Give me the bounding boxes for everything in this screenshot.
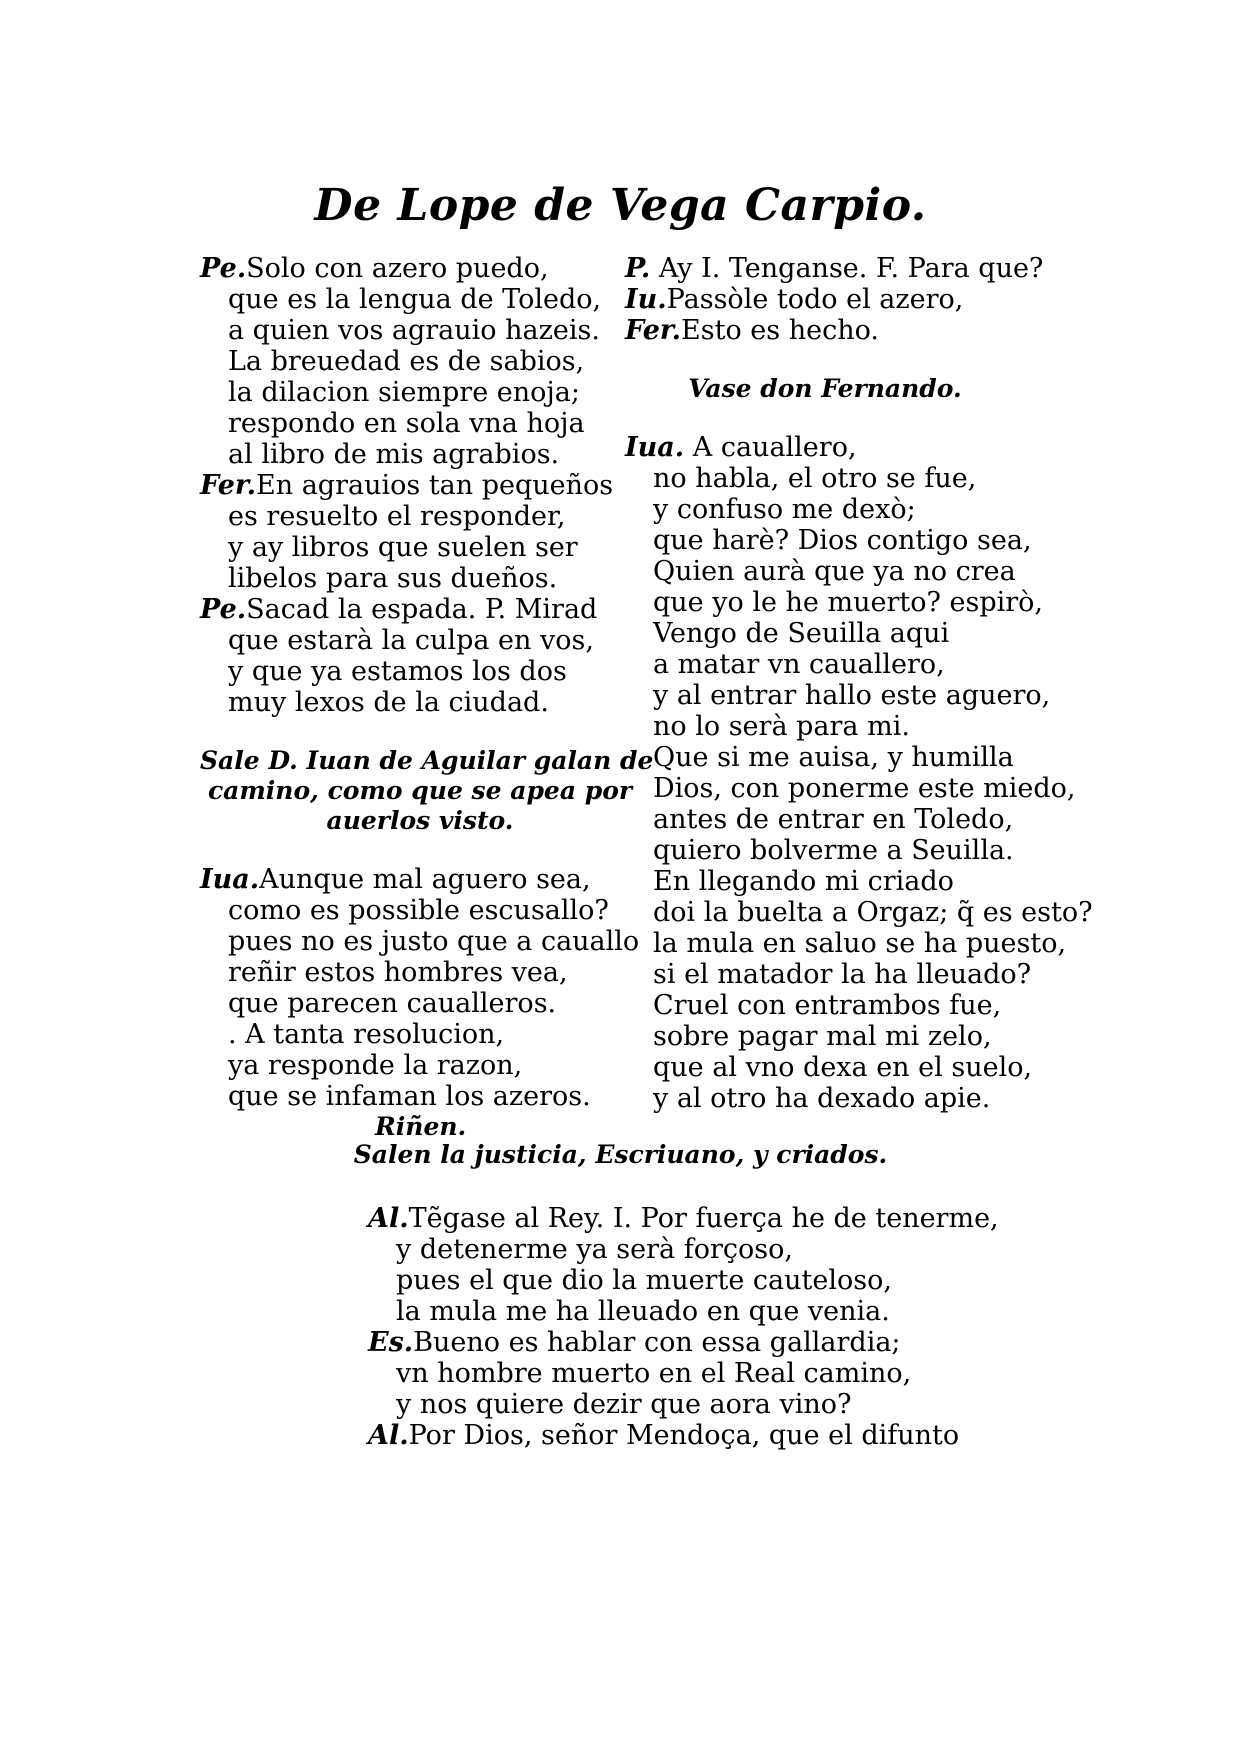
speaker-label: Iu. xyxy=(625,284,667,315)
verse-line xyxy=(200,594,640,625)
verse-text: respondo en sola vna hoja xyxy=(228,408,585,439)
verse-line xyxy=(200,470,640,501)
verse-text: la dilacion siempre enoja; xyxy=(228,377,580,408)
verse-line xyxy=(625,315,1025,346)
verse-text: al libro de mis agrabios. xyxy=(228,439,560,470)
verse-text: Por Dios, señor Mendoça, que el difunto xyxy=(408,1420,960,1451)
verse-line xyxy=(625,463,1025,494)
verse-text: quiero bolverme a Seuilla. xyxy=(653,835,1014,866)
verse-text: como es possible escusallo? xyxy=(228,895,609,926)
verse-line xyxy=(200,439,640,470)
verse-line xyxy=(368,1265,968,1296)
speaker-label: P. xyxy=(625,253,651,284)
verse-text: doi la buelta a Orgaz; q̃ es esto? xyxy=(653,897,1093,928)
verse-line xyxy=(625,959,1032,990)
verse-line xyxy=(625,525,1032,556)
verse-text: y confuso me dexò; xyxy=(653,494,916,525)
stage-direction: Salen la justicia, Escriuano, y criados. xyxy=(353,1140,888,1169)
verse-line xyxy=(200,1050,640,1081)
verse-line xyxy=(200,1019,640,1050)
verse-line xyxy=(625,1083,1025,1114)
speaker-label: Iua. xyxy=(200,864,260,895)
speaker-label: Pe. xyxy=(200,253,247,284)
speaker-label: Al. xyxy=(368,1420,409,1451)
verse-line xyxy=(200,988,640,1019)
verse-line xyxy=(625,866,1025,897)
speaker-label: Es. xyxy=(368,1327,414,1358)
verse-line xyxy=(625,990,1025,1021)
verse-text: sobre pagar mal mi zelo, xyxy=(653,1021,992,1052)
verse-line xyxy=(368,1358,968,1389)
verse-line xyxy=(200,656,640,687)
verse-text: que yo le he muerto? espirò, xyxy=(653,587,1044,618)
verse-text: ya responde la razon, xyxy=(228,1050,523,1081)
verse-line xyxy=(625,773,1076,804)
verse-text: y que ya estamos los dos xyxy=(228,656,567,687)
verse-text: Solo con azero puedo, xyxy=(246,253,549,284)
verse-line xyxy=(368,1420,968,1451)
verse-line xyxy=(625,587,1044,618)
verse-line xyxy=(625,556,1025,587)
verse-line xyxy=(200,563,640,594)
verse-text: reñir estos hombres vea, xyxy=(228,957,568,988)
verse-line xyxy=(625,1052,1033,1083)
bottom-verse-block xyxy=(368,1203,999,1451)
speaker-label: Iua. xyxy=(625,432,685,463)
verse-text: vn hombre muerto en el Real camino, xyxy=(396,1358,912,1389)
verse-line xyxy=(200,532,640,563)
verse-text: Tẽgase al Rey. I. Por fuerça he de tenerme, xyxy=(408,1203,999,1234)
verse-line xyxy=(625,835,1025,866)
verse-text: la mula en saluo se ha puesto, xyxy=(653,928,1067,959)
verse-text: y ay libros que suelen ser xyxy=(228,532,578,563)
left-column xyxy=(200,253,654,1142)
verse-text: . A tanta resolucion, xyxy=(228,1019,505,1050)
verse-text: que estarà la culpa en vos, xyxy=(228,625,594,656)
verse-text: y al otro ha dexado apie. xyxy=(653,1083,991,1114)
verse-text: En agrauios tan pequeños xyxy=(256,470,614,501)
verse-text: Que si me auisa, y humilla xyxy=(653,742,1014,773)
verse-text: Bueno es hablar con essa gallardia; xyxy=(413,1327,901,1358)
verse-text: Cruel con entrambos fue, xyxy=(653,990,1002,1021)
verse-text: Quien aurà que ya no crea xyxy=(653,556,1016,587)
verse-line xyxy=(625,494,1025,525)
verse-text: no habla, el otro se fue, xyxy=(653,463,977,494)
verse-line xyxy=(200,1081,640,1112)
verse-text: Dios, con ponerme este miedo, xyxy=(653,773,1076,804)
verse-line xyxy=(200,926,640,957)
verse-text: pues no es justo que a cauallo xyxy=(228,926,640,957)
verse-text: Vengo de Seuilla aqui xyxy=(653,618,950,649)
verse-text: La breuedad es de sabios, xyxy=(228,346,585,377)
verse-line xyxy=(625,1021,1025,1052)
verse-text: no lo serà para mi. xyxy=(653,711,910,742)
verse-line xyxy=(200,864,640,895)
verse-text: A cauallero, xyxy=(692,432,857,463)
verse-line xyxy=(200,687,640,718)
verse-line xyxy=(200,408,640,439)
verse-text: antes de entrar en Toledo, xyxy=(653,804,1014,835)
stage-direction: Riñen. xyxy=(375,1112,467,1141)
stage-direction-line: camino, como que se apea por xyxy=(207,776,633,805)
verse-text: libelos para sus dueños. xyxy=(228,563,558,594)
dialogue-block-2 xyxy=(200,864,640,1142)
dialogue-block-1 xyxy=(200,253,640,718)
verse-line xyxy=(200,253,640,284)
verse-text: Ay I. Tenganse. F. Para que? xyxy=(658,253,1044,284)
verse-text: Sacad la espada. P. Mirad xyxy=(246,594,598,625)
verse-line xyxy=(625,711,1025,742)
verse-text: a matar vn cauallero, xyxy=(653,649,945,680)
verse-line xyxy=(368,1327,968,1358)
verse-line xyxy=(368,1234,968,1265)
verse-line xyxy=(200,501,640,532)
verse-text: la mula me ha lleuado en que venia. xyxy=(396,1296,890,1327)
verse-text: Passòle todo el azero, xyxy=(666,284,964,315)
stage-direction xyxy=(200,746,654,836)
verse-text: Esto es hecho. xyxy=(681,315,879,346)
verse-text: que es la lengua de Toledo, xyxy=(228,284,602,315)
verse-line xyxy=(625,253,1044,284)
verse-text: que parecen caualleros. xyxy=(228,988,557,1019)
verse-line xyxy=(625,928,1067,959)
speaker-label: Pe. xyxy=(200,594,247,625)
verse-text: que al vno dexa en el suelo, xyxy=(653,1052,1033,1083)
verse-line xyxy=(625,680,1051,711)
verse-line xyxy=(625,804,1025,835)
speaker-label: Al. xyxy=(368,1203,409,1234)
verse-line xyxy=(625,742,1025,773)
verse-text: que se infaman los azeros. xyxy=(228,1081,591,1112)
verse-line xyxy=(625,649,1025,680)
verse-line xyxy=(625,618,1025,649)
verse-line xyxy=(200,377,640,408)
dialogue-block-1 xyxy=(625,253,1044,346)
verse-text: es resuelto el responder, xyxy=(228,501,566,532)
verse-line xyxy=(625,284,1025,315)
verse-line xyxy=(368,1389,968,1420)
verse-text: y detenerme ya serà forçoso, xyxy=(396,1234,793,1265)
stage-direction-line: Sale D. Iuan de Aguilar galan de xyxy=(200,746,654,775)
verse-text: a quien vos agrauio hazeis. xyxy=(228,315,600,346)
verse-line xyxy=(200,895,640,926)
verse-line xyxy=(200,284,640,315)
verse-text: Aunque mal aguero sea, xyxy=(259,864,591,895)
speaker-label: Fer. xyxy=(200,470,257,501)
verse-text: muy lexos de la ciudad. xyxy=(228,687,549,718)
running-header: De Lope de Vega Carpio. xyxy=(314,180,927,231)
verse-line xyxy=(200,346,640,377)
verse-line xyxy=(368,1296,968,1327)
verse-text: y al entrar hallo este aguero, xyxy=(653,680,1051,711)
speaker-label: Fer. xyxy=(625,315,682,346)
stage-direction-line: auerlos visto. xyxy=(326,806,514,835)
verse-text: si el matador la ha lleuado? xyxy=(653,959,1032,990)
verse-line xyxy=(368,1203,999,1234)
right-column xyxy=(625,253,1093,1114)
verse-text: que harè? Dios contigo sea, xyxy=(653,525,1032,556)
dialogue-block-2 xyxy=(625,432,1093,1114)
verse-line xyxy=(625,432,1025,463)
verse-line xyxy=(200,625,640,656)
verse-text: En llegando mi criado xyxy=(653,866,954,897)
verse-line xyxy=(200,315,640,346)
verse-line xyxy=(200,957,640,988)
verse-text: y nos quiere dezir que aora vino? xyxy=(396,1389,852,1420)
verse-text: pues el que dio la muerte cauteloso, xyxy=(396,1265,892,1296)
verse-line xyxy=(625,897,1093,928)
stage-direction: Vase don Fernando. xyxy=(688,374,962,403)
